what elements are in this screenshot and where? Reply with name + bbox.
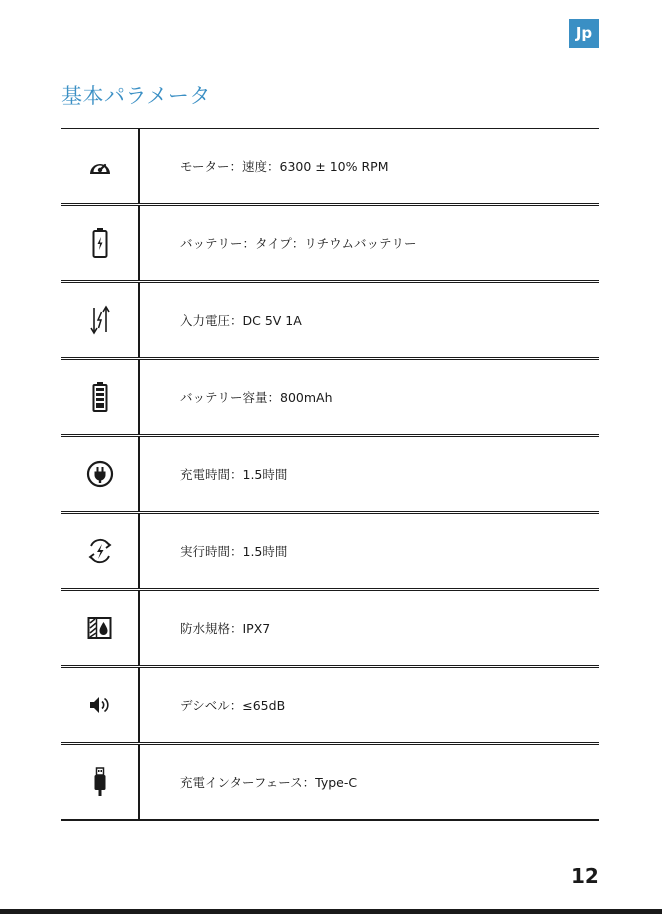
- param-row-charge-time: [61, 434, 599, 511]
- param-row-battery-type: [61, 203, 599, 280]
- param-row-battery-capacity: [61, 357, 599, 434]
- icon-cell: [61, 283, 140, 357]
- icon-cell: [61, 591, 140, 665]
- page-title: 基本パラメータ: [61, 84, 211, 108]
- param-text: 防水規格：IPX7: [180, 621, 271, 636]
- battery-capacity-icon: [92, 381, 108, 413]
- param-row-run-time: [61, 511, 599, 588]
- param-text: バッテリー容量：800mAh: [180, 390, 333, 405]
- param-text: モーター：速度：6300 ± 10% RPM: [180, 159, 389, 174]
- language-badge: Jp: [569, 19, 599, 48]
- speedometer-icon: [87, 154, 113, 178]
- param-text: 入力電圧：DC 5V 1A: [180, 313, 302, 328]
- waterproof-icon: [87, 616, 113, 640]
- icon-cell: [61, 514, 140, 588]
- plug-icon: [86, 460, 114, 488]
- icon-cell: [61, 437, 140, 511]
- param-row-decibel: [61, 665, 599, 742]
- param-text: バッテリー：タイプ：リチウムバッテリー: [180, 236, 417, 251]
- runtime-icon: [85, 537, 115, 565]
- icon-cell: [61, 129, 140, 203]
- voltage-icon: [90, 304, 110, 336]
- speaker-icon: [88, 695, 112, 715]
- bottom-divider: [0, 909, 662, 914]
- param-row-motor-speed: [61, 128, 599, 203]
- icon-cell: [61, 360, 140, 434]
- param-text: 実行時間：1.5時間: [180, 544, 288, 559]
- icon-cell: [61, 206, 140, 280]
- param-row-input-voltage: [61, 280, 599, 357]
- param-text: デシベル：≤65dB: [180, 698, 286, 713]
- usb-c-icon: [93, 767, 107, 797]
- param-text: 充電時間：1.5時間: [180, 467, 288, 482]
- param-row-charging-interface: [61, 742, 599, 821]
- param-text: 充電インターフェース：Type-C: [180, 775, 358, 790]
- page-number: 12: [571, 864, 599, 888]
- icon-cell: [61, 668, 140, 742]
- parameter-table: [61, 128, 599, 821]
- icon-cell: [61, 745, 140, 819]
- battery-charging-icon: [92, 227, 108, 259]
- param-row-waterproof: [61, 588, 599, 665]
